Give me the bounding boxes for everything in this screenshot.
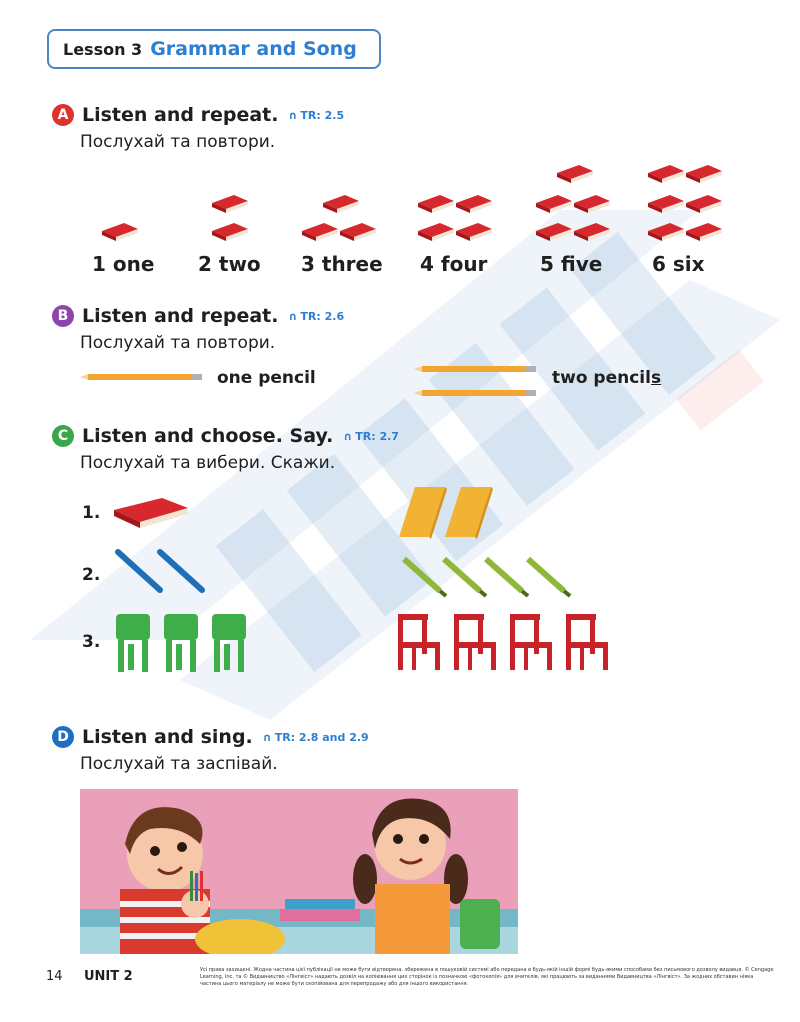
track-d-label: TR: 2.8 and 2.9 bbox=[274, 730, 369, 744]
track-a[interactable] bbox=[288, 109, 344, 122]
track-b[interactable] bbox=[288, 310, 344, 323]
book-icon bbox=[102, 223, 138, 241]
crayon-icon bbox=[528, 559, 570, 596]
pencil-icon bbox=[414, 390, 536, 396]
section-letter-c: C bbox=[52, 425, 74, 447]
book-icon bbox=[212, 223, 248, 241]
chair-icon bbox=[116, 614, 150, 672]
book-icon bbox=[574, 223, 610, 241]
plural-suffix: s bbox=[650, 368, 662, 388]
book-icon bbox=[323, 195, 359, 213]
book-icon bbox=[536, 223, 572, 241]
section-a-title: Listen and repeat. bbox=[82, 104, 279, 126]
lesson-header bbox=[47, 29, 381, 69]
section-letter-a: A bbox=[52, 104, 74, 126]
section-a-header bbox=[52, 104, 344, 126]
two-pencils-label bbox=[552, 368, 661, 388]
lesson-title: Grammar and Song bbox=[150, 38, 357, 60]
page-number: 14 bbox=[46, 969, 63, 984]
crayon-icon bbox=[486, 559, 528, 596]
unit-label: UNIT 2 bbox=[84, 969, 133, 984]
chair-icon bbox=[398, 614, 440, 670]
book-icon bbox=[648, 223, 684, 241]
section-b-header bbox=[52, 305, 344, 327]
section-d-subtitle: Послухай та заспівай. bbox=[80, 754, 278, 774]
section-letter-d: D bbox=[52, 726, 74, 748]
book-icon bbox=[536, 195, 572, 213]
section-c-subtitle: Послухай та вибери. Скажи. bbox=[80, 453, 336, 473]
two-pencils-stem: two pencil bbox=[552, 368, 651, 388]
book-icon bbox=[686, 165, 722, 183]
book-icon bbox=[574, 195, 610, 213]
two-pencils-illustration bbox=[414, 360, 544, 400]
item-number-1: 1. bbox=[82, 503, 101, 523]
pencil-icon bbox=[414, 366, 536, 372]
number-two: 2 two bbox=[198, 252, 261, 276]
book-icon bbox=[112, 496, 192, 532]
notebook-icon bbox=[445, 487, 493, 539]
books-illustration bbox=[0, 150, 800, 250]
section-a-subtitle: Послухай та повтори. bbox=[80, 132, 276, 152]
section-b-subtitle: Послухай та повтори. bbox=[80, 333, 276, 353]
headphones-icon: ∩ bbox=[288, 108, 298, 122]
lesson-number: Lesson 3 bbox=[63, 39, 143, 59]
one-pencil-label: one pencil bbox=[217, 368, 316, 388]
crayons-illustration bbox=[400, 555, 585, 600]
item-number-2: 2. bbox=[82, 565, 101, 585]
section-d-header bbox=[52, 726, 369, 748]
song-illustration bbox=[80, 789, 518, 954]
book-icon bbox=[212, 195, 248, 213]
chair-icon bbox=[454, 614, 496, 670]
section-d-title: Listen and sing. bbox=[82, 726, 253, 748]
notebook-icon bbox=[399, 487, 447, 539]
book-icon bbox=[340, 223, 376, 241]
item-number-3: 3. bbox=[82, 632, 101, 652]
headphones-icon: ∩ bbox=[288, 309, 298, 323]
track-d[interactable] bbox=[263, 731, 369, 744]
marker-icon bbox=[160, 552, 202, 590]
chair-icon bbox=[212, 614, 246, 672]
headphones-icon: ∩ bbox=[262, 730, 272, 744]
chair-icon bbox=[164, 614, 198, 672]
crayon-icon bbox=[404, 559, 446, 596]
book-icon bbox=[456, 195, 492, 213]
number-three: 3 three bbox=[301, 252, 383, 276]
notebooks-illustration bbox=[395, 483, 505, 543]
section-letter-b: B bbox=[52, 305, 74, 327]
book-icon bbox=[648, 195, 684, 213]
pencil-icon bbox=[80, 370, 210, 384]
book-icon bbox=[302, 223, 338, 241]
section-c-title: Listen and choose. Say. bbox=[82, 425, 334, 447]
book-icon bbox=[418, 223, 454, 241]
markers-illustration bbox=[112, 548, 212, 594]
track-b-label: TR: 2.6 bbox=[300, 309, 345, 323]
number-six: 6 six bbox=[652, 252, 705, 276]
number-four: 4 four bbox=[420, 252, 488, 276]
track-a-label: TR: 2.5 bbox=[300, 108, 345, 122]
number-one: 1 one bbox=[92, 252, 155, 276]
section-b-title: Listen and repeat. bbox=[82, 305, 279, 327]
chair-icon bbox=[566, 614, 608, 670]
book-icon bbox=[418, 195, 454, 213]
copyright-notice: Усі права захищені. Жодна частина цієї публікації не може бути відтворена, збережена в пошуковій системі або передана в будь-якій іншій формі будь-якими способами без письмового дозволу видавця. © Cengage Learning, Inc. та © Видавництво «Лінгвіст» надають дозвіл на копіювання цих сторінок із позначкою «фотокопія» для вчителів, які працюють за виданнями Видавництва «Лінгвіст». За жодних обставин ніяка частина цього матеріалу не може бути скопійована для перепродажу або для іншого використання. bbox=[200, 967, 774, 987]
book-icon bbox=[648, 165, 684, 183]
headphones-icon: ∩ bbox=[343, 429, 353, 443]
book-icon bbox=[557, 165, 593, 183]
book-icon bbox=[456, 223, 492, 241]
crayon-icon bbox=[444, 559, 486, 596]
red-chairs-illustration bbox=[392, 612, 622, 674]
marker-icon bbox=[118, 552, 160, 590]
book-icon bbox=[686, 223, 722, 241]
track-c[interactable] bbox=[343, 430, 399, 443]
track-c-label: TR: 2.7 bbox=[355, 429, 399, 443]
number-five: 5 five bbox=[540, 252, 603, 276]
book-icon bbox=[686, 195, 722, 213]
section-c-header bbox=[52, 425, 399, 447]
green-chairs-illustration bbox=[112, 612, 257, 674]
chair-icon bbox=[510, 614, 552, 670]
